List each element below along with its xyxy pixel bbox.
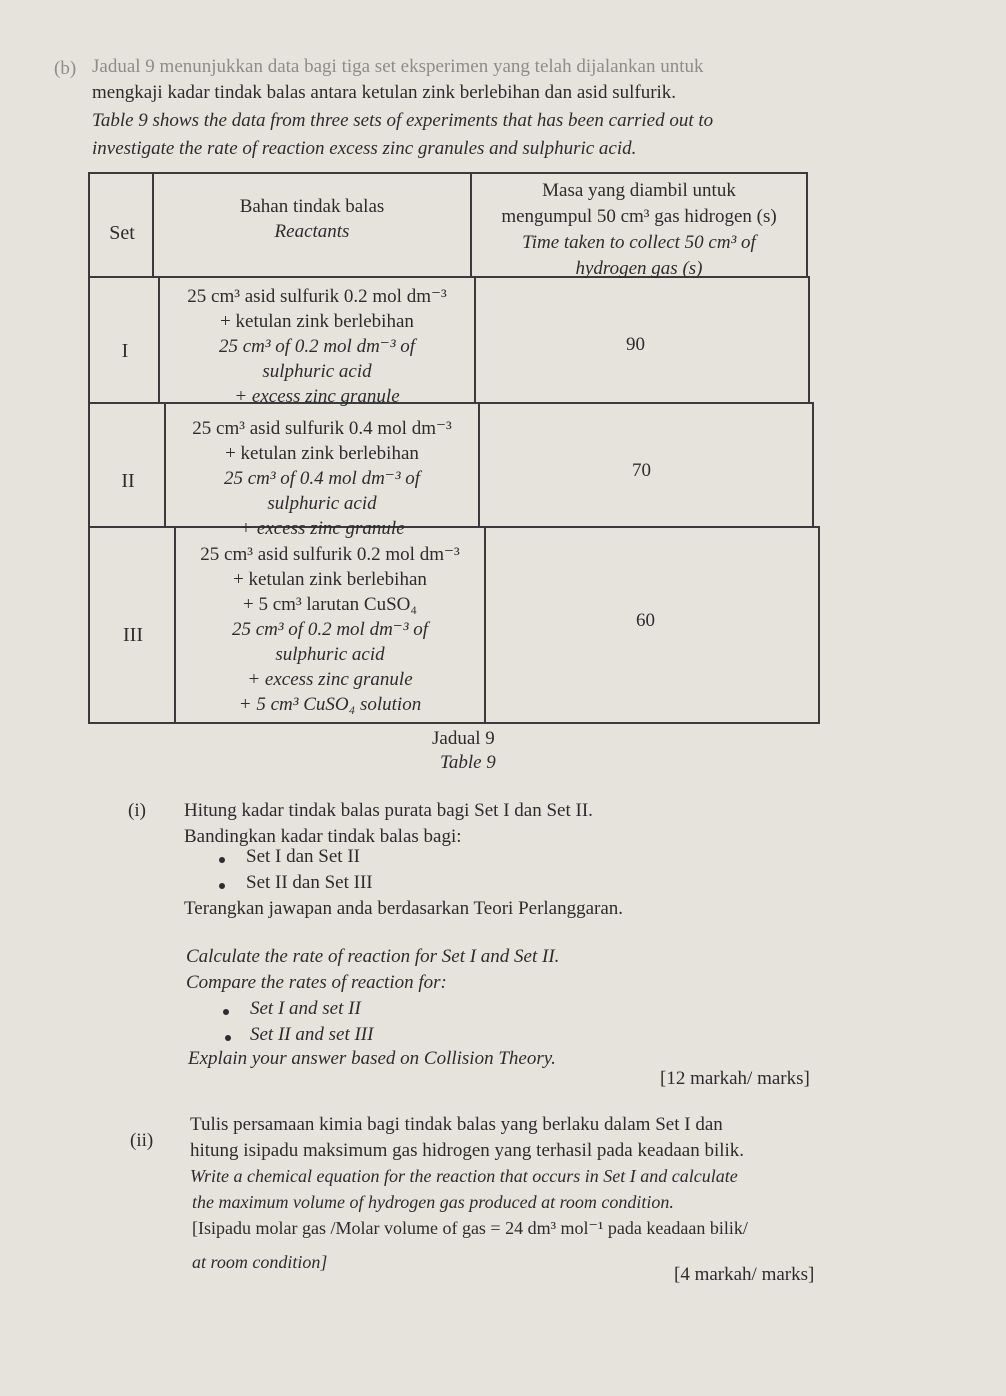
q1-ms-line2: Bandingkan kadar tindak balas bagi: <box>184 826 462 847</box>
q1-number: (i) <box>128 800 146 821</box>
intro-ms-line2: mengkaji kadar tindak balas antara ketulan zink berlebihan dan asid sulfurik. <box>92 82 677 103</box>
q1-en-bullet2: Set II and set III <box>250 1024 374 1045</box>
q1-ms-line3: Terangkan jawapan anda berdasarkan Teori Perlanggaran. <box>184 898 624 919</box>
q1-en-line3: Explain your answer based on Collision Theory. <box>188 1048 556 1069</box>
q2-en-line1: Write a chemical equation for the reaction that occurs in Set I and calculate <box>190 1166 738 1186</box>
row-set-label: II <box>121 470 135 492</box>
bullet-icon <box>223 1009 229 1015</box>
bullet-icon <box>219 857 225 863</box>
bullet-icon <box>225 1035 231 1041</box>
row-time: 90 <box>626 334 645 355</box>
intro-en-line2: investigate the rate of reaction excess zinc granules and sulphuric acid. <box>92 138 637 159</box>
row-time: 60 <box>636 610 655 631</box>
q2-ms-line2: hitung isipadu maksimum gas hidrogen yang terhasil pada keadaan bilik. <box>190 1140 745 1161</box>
q1-ms-line1: Hitung kadar tindak balas purata bagi Set I dan Set II. <box>184 800 593 821</box>
q2-marks: [4 markah/ marks] <box>674 1264 815 1285</box>
row-reactants: 25 cm³ asid sulfurik 0.4 mol dm⁻³ + ketulan zink berlebihan 25 cm³ of 0.4 mol dm⁻³ of sulphuric acid + excess zinc granule <box>192 418 452 539</box>
q1-ms-bullet1: Set I dan Set II <box>246 846 360 867</box>
table-caption-en: Table 9 <box>440 752 496 773</box>
row-reactants: 25 cm³ asid sulfurik 0.2 mol dm⁻³ + ketulan zink berlebihan 25 cm³ of 0.2 mol dm⁻³ of sulphuric acid + excess zinc granule <box>187 286 447 407</box>
q1-marks: [12 markah/ marks] <box>660 1068 810 1089</box>
table-caption-ms: Jadual 9 <box>432 728 495 749</box>
bullet-icon <box>219 883 225 889</box>
q2-ms-line1: Tulis persamaan kimia bagi tindak balas yang berlaku dalam Set I dan <box>190 1114 723 1135</box>
row-set-label: III <box>123 624 143 646</box>
header-time: Masa yang diambil untuk mengumpul 50 cm³ gas hidrogen (s) Time taken to collect 50 cm³ of hydrogen gas (s) <box>501 180 777 279</box>
q1-en-line2: Compare the rates of reaction for: <box>186 972 447 993</box>
row-time: 70 <box>632 460 651 481</box>
q2-note-line1: [Isipadu molar gas /Molar volume of gas = 24 dm³ mol⁻¹ pada keadaan bilik/ <box>192 1218 748 1238</box>
q2-en-line2: the maximum volume of hydrogen gas produced at room condition. <box>192 1192 674 1212</box>
intro-ms-line1: Jadual 9 menunjukkan data bagi tiga set eksperimen yang telah dijalankan untuk <box>92 56 704 77</box>
row-reactants: 25 cm³ asid sulfurik 0.2 mol dm⁻³ + ketulan zink berlebihan + 5 cm³ larutan CuSO₄ 25 cm³ of 0.2 mol dm⁻³ of sulphuric acid + excess zinc granule + 5 cm³ CuSO₄ solution <box>200 544 460 715</box>
row-set-label: I <box>121 340 129 362</box>
question-label: (b) <box>54 58 77 79</box>
q1-en-bullet1: Set I and set II <box>250 998 361 1019</box>
q1-ms-bullet2: Set II dan Set III <box>246 872 373 893</box>
intro-en-line1: Table 9 shows the data from three sets of experiments that has been carried out to <box>92 110 714 131</box>
q2-number: (ii) <box>130 1130 154 1151</box>
header-reactants: Bahan tindak balas Reactants <box>239 196 385 242</box>
q1-en-line1: Calculate the rate of reaction for Set I and Set II. <box>186 946 560 967</box>
q2-note-line2: at room condition] <box>192 1252 328 1272</box>
header-set: Set <box>109 222 135 244</box>
